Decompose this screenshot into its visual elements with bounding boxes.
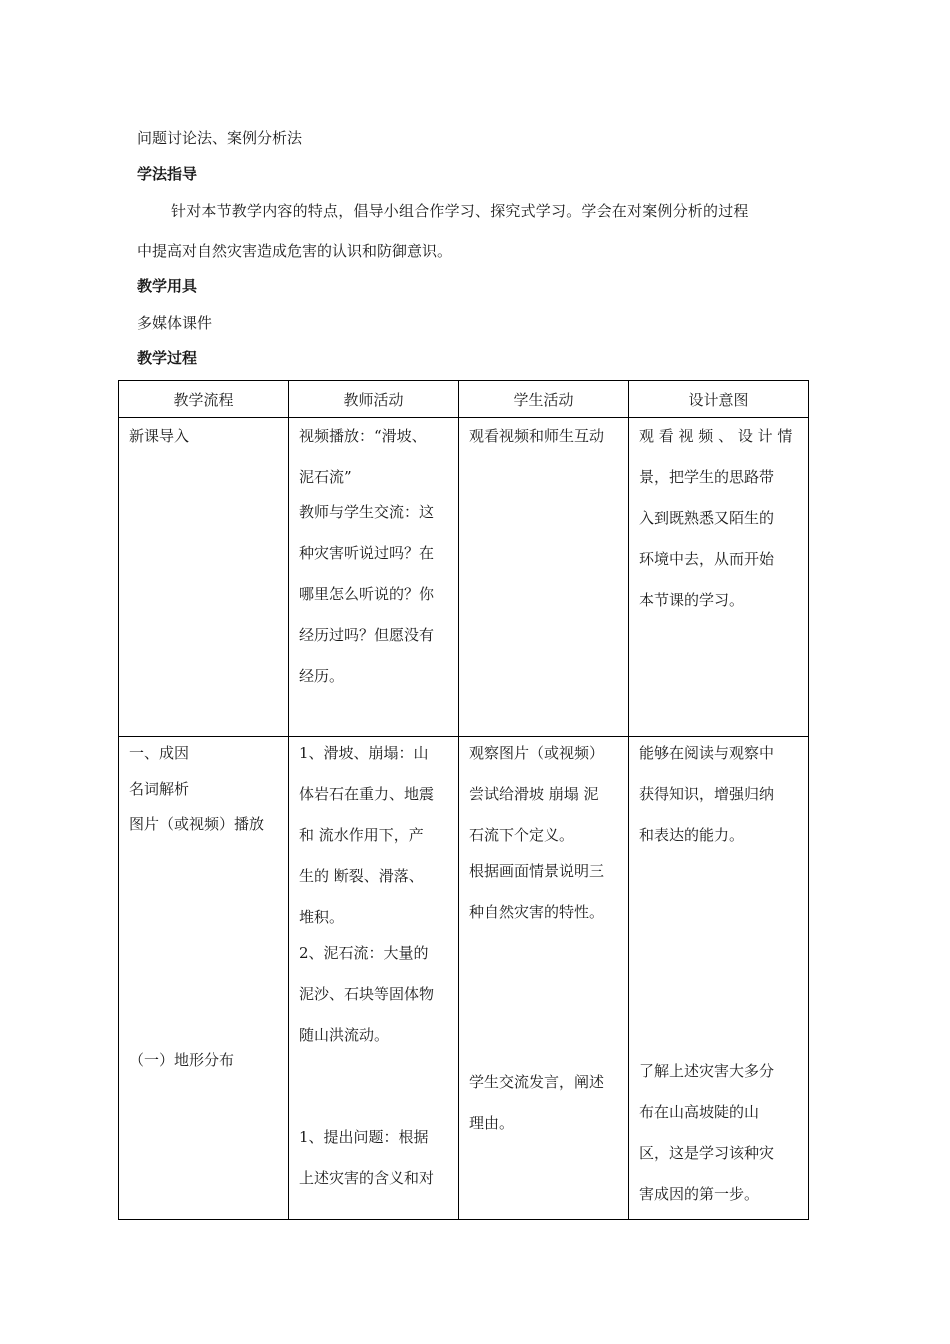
row1-intent-line: 景，把学生的思路带 xyxy=(639,468,775,486)
row1-teacher-line: 泥石流” xyxy=(299,468,352,486)
row2-student-line: 尝试给滑坡 崩塌 泥 xyxy=(469,785,599,803)
row2-student-sub-line: 理由。 xyxy=(469,1114,515,1132)
table-row-intro xyxy=(119,418,809,737)
row1-teacher-line: 哪里怎么听说的？你 xyxy=(299,585,435,603)
header-teacher: 教师活动 xyxy=(289,381,459,418)
row2-student-sub-line: 学生交流发言，阐述 xyxy=(469,1073,605,1091)
row1-student: 观看视频和师生互动 xyxy=(469,427,605,445)
row2-flow-line: 名词解析 xyxy=(129,780,190,798)
row2-intent-sub-line: 了解上述灾害大多分 xyxy=(639,1062,775,1080)
row1-intent-line: 入到既熟悉又陌生的 xyxy=(639,509,775,527)
header-intent: 设计意图 xyxy=(629,381,809,418)
row1-flow: 新课导入 xyxy=(129,427,190,445)
row2-intent-line: 和表达的能力。 xyxy=(639,826,745,844)
row2-teacher-line: 2、泥石流：大量的 xyxy=(299,944,429,962)
header-student: 学生活动 xyxy=(459,381,629,418)
row2-teacher-sub-line: 上述灾害的含义和对 xyxy=(299,1169,435,1187)
row1-teacher-line: 经历。 xyxy=(299,667,345,685)
row2-teacher-line: 和 流水作用下，产 xyxy=(299,826,424,844)
row2-flow-line: 图片（或视频）播放 xyxy=(129,815,265,833)
row2-teacher-line: 随山洪流动。 xyxy=(299,1026,390,1044)
row1-intent-line: 本节课的学习。 xyxy=(639,591,745,609)
row1-teacher-line: 教师与学生交流：这 xyxy=(299,503,435,521)
study-guide-heading: 学法指导 xyxy=(137,165,198,183)
row2-student-line: 观察图片（或视频） xyxy=(469,744,605,762)
row2-teacher-line: 1、滑坡、崩塌：山 xyxy=(299,744,429,762)
study-guide-line-1: 针对本节教学内容的特点，倡导小组合作学习、探究式学习。学会在对案例分析的过程 xyxy=(171,202,749,220)
row2-student-line: 石流下个定义。 xyxy=(469,826,575,844)
row2-flow-line: 一、成因 xyxy=(129,744,190,762)
teaching-process-table xyxy=(118,380,809,1220)
row2-intent-sub-line: 布在山高坡陡的山 xyxy=(639,1103,760,1121)
row2-teacher-line: 生的 断裂、滑落、 xyxy=(299,867,424,885)
tools-heading: 教学用具 xyxy=(137,277,198,295)
row2-intent-line: 能够在阅读与观察中 xyxy=(639,744,775,762)
table-row-causes xyxy=(119,737,809,1220)
row1-intent-line: 观 看 视 频 、 设 计 情 xyxy=(639,427,793,445)
row2-teacher-sub-line: 1、提出问题：根据 xyxy=(299,1128,429,1146)
row1-teacher-line: 经历过吗？但愿没有 xyxy=(299,626,435,644)
row2-student-line: 种自然灾害的特性。 xyxy=(469,903,605,921)
process-heading: 教学过程 xyxy=(137,349,198,367)
teaching-methods-text: 问题讨论法、案例分析法 xyxy=(137,129,303,147)
tools-text: 多媒体课件 xyxy=(137,314,213,332)
row1-intent-line: 环境中去，从而开始 xyxy=(639,550,775,568)
header-flow: 教学流程 xyxy=(119,381,289,418)
row2-flow-subtopic: （一）地形分布 xyxy=(129,1051,235,1069)
row2-student-line: 根据画面情景说明三 xyxy=(469,862,605,880)
row1-teacher-line: 视频播放：“滑坡、 xyxy=(299,427,427,445)
row2-intent-sub-line: 区，这是学习该种灾 xyxy=(639,1144,775,1162)
row2-intent-line: 获得知识，增强归纳 xyxy=(639,785,775,803)
row2-teacher-line: 体岩石在重力、地震 xyxy=(299,785,435,803)
row2-teacher-line: 堆积。 xyxy=(299,908,345,926)
row2-teacher-line: 泥沙、石块等固体物 xyxy=(299,985,435,1003)
row1-teacher-line: 种灾害听说过吗？在 xyxy=(299,544,435,562)
study-guide-line-2: 中提高对自然灾害造成危害的认识和防御意识。 xyxy=(137,242,453,260)
table-header-row xyxy=(119,381,809,418)
row2-intent-sub-line: 害成因的第一步。 xyxy=(639,1185,760,1203)
